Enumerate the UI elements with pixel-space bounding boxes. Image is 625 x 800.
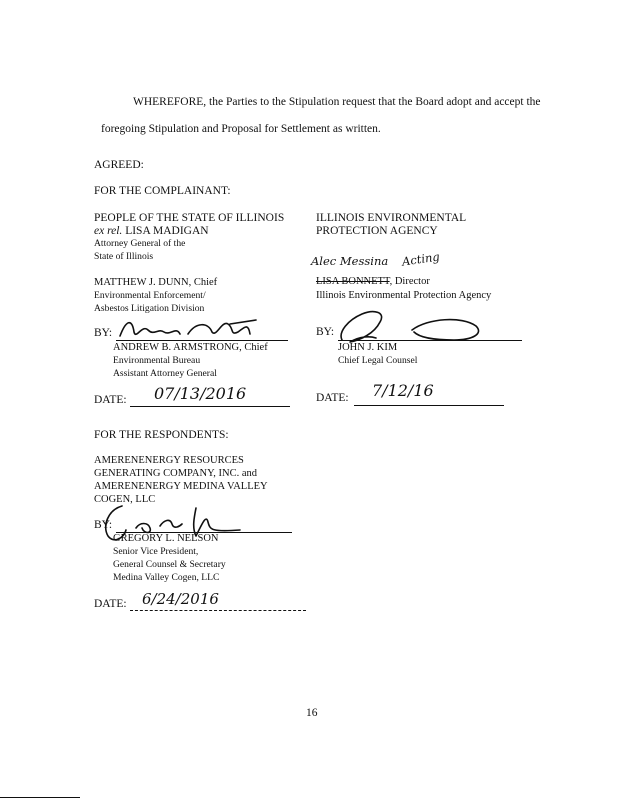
- agency-date-value: 7/12/16: [372, 381, 434, 400]
- dunn-line-3: Asbestos Litigation Division: [94, 303, 205, 314]
- complainant-signer-title-2: Assistant Attorney General: [113, 368, 217, 379]
- respondents-date-line: [130, 610, 306, 611]
- agency-director-line: [316, 277, 430, 288]
- respondents-date-label: DATE:: [94, 598, 127, 610]
- dunn-line-1: MATTHEW J. DUNN, Chief: [94, 277, 218, 288]
- agency-by-label: BY:: [316, 326, 335, 338]
- complainant-by-label: BY:: [94, 327, 113, 339]
- intro-line-1: WHEREFORE, the Parties to the Stipulation request that the Board adopt and accept the: [133, 96, 541, 108]
- respondents-signer-title-1: Senior Vice President,: [113, 546, 199, 557]
- ex-rel-label: ex rel.: [94, 225, 123, 237]
- intro-line-2: foregoing Stipulation and Proposal for Settlement as written.: [101, 123, 381, 135]
- respondents-date-value: 6/24/2016: [142, 590, 219, 608]
- respondents-by-label: BY:: [94, 519, 113, 531]
- ex-rel-line: [94, 226, 209, 238]
- company-line-2: GENERATING COMPANY, INC. and: [94, 468, 258, 479]
- agency-signer-name: JOHN J. KIM: [338, 342, 398, 353]
- complainant-heading: FOR THE COMPLAINANT:: [94, 185, 231, 197]
- company-line-4: COGEN, LLC: [94, 494, 156, 505]
- complainant-signer-title-1: Environmental Bureau: [113, 355, 201, 366]
- complainant-date-line: [130, 406, 290, 407]
- respondents-signer-name: GREGORY L. NELSON: [113, 533, 219, 544]
- respondents-signer-title-3: Medina Valley Cogen, LLC: [113, 572, 220, 583]
- agency-name-line-2: PROTECTION AGENCY: [316, 225, 438, 237]
- ag-line-1: Attorney General of the: [94, 238, 186, 249]
- agency-signer-title: Chief Legal Counsel: [338, 355, 418, 366]
- agreed-label: AGREED:: [94, 159, 144, 171]
- agency-director-suffix: , Director: [389, 276, 430, 287]
- agency-handwritten-acting: Acting: [401, 249, 441, 269]
- respondents-heading: FOR THE RESPONDENTS:: [94, 429, 229, 441]
- company-line-3: AMERENENERGY MEDINA VALLEY: [94, 481, 268, 492]
- complainant-signer-name: ANDREW B. ARMSTRONG, Chief: [113, 342, 268, 353]
- agency-director-struck: LISA BONNETT: [316, 276, 390, 287]
- complainant-signature: [118, 314, 268, 344]
- dunn-line-2: Environmental Enforcement/: [94, 290, 206, 301]
- company-line-1: AMERENENERGY RESOURCES: [94, 455, 244, 466]
- agency-name-line-1: ILLINOIS ENVIRONMENTAL: [316, 212, 467, 224]
- agency-date-label: DATE:: [316, 392, 349, 404]
- respondents-signer-title-2: General Counsel & Secretary: [113, 559, 226, 570]
- ag-line-2: State of Illinois: [94, 251, 154, 262]
- agency-handwritten-name: Alec Messina: [311, 254, 389, 268]
- people-line: PEOPLE OF THE STATE OF ILLINOIS: [94, 212, 285, 224]
- agency-date-line: [354, 405, 504, 406]
- footer-rule: [0, 797, 80, 798]
- ex-rel-name: LISA MADIGAN: [125, 225, 209, 237]
- agency-full-name: Illinois Environmental Protection Agency: [316, 290, 492, 301]
- page-number: 16: [306, 707, 318, 719]
- complainant-date-value: 07/13/2016: [154, 384, 247, 403]
- complainant-date-label: DATE:: [94, 394, 127, 406]
